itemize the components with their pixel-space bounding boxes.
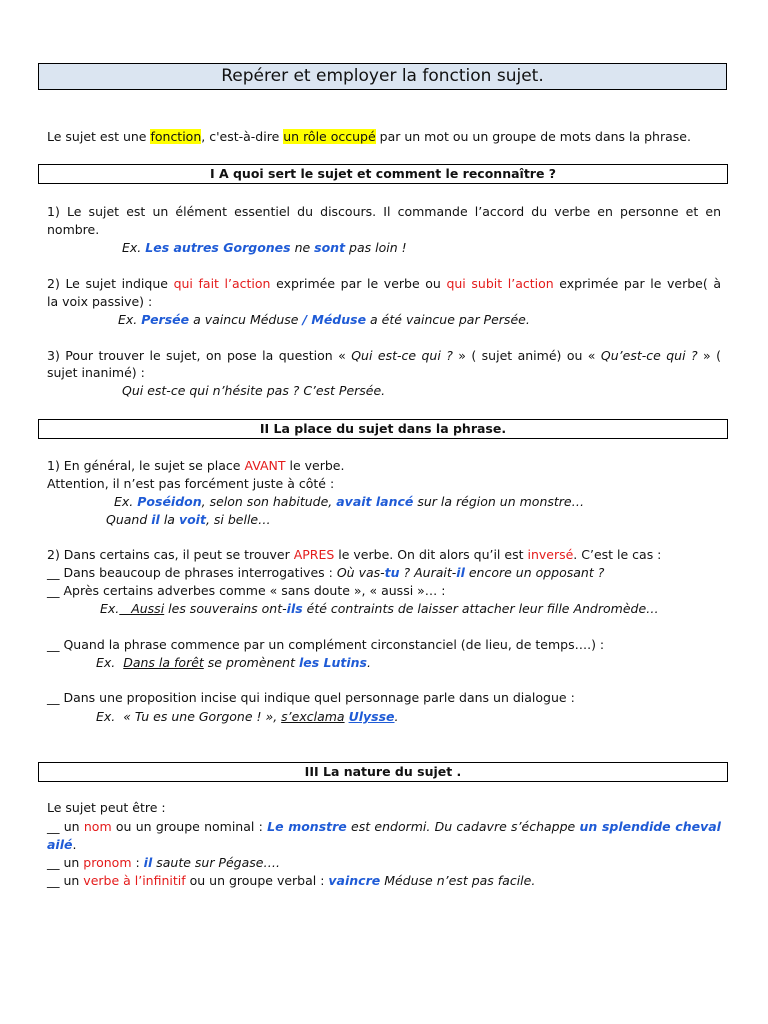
section-2-heading: II La place du sujet dans la phrase. <box>38 419 728 439</box>
s2-line4: __ Dans beaucoup de phrases interrogatives : Où vas-tu ? Aurait-il encore un opposant ? <box>47 565 605 580</box>
s1-example2: Ex. Persée a vaincu Méduse / Méduse a été vaincue par Persée. <box>118 312 530 327</box>
s1-example1: Ex. Les autres Gorgones ne sont pas loin ! <box>122 240 407 255</box>
s2-line5: __ Après certains adverbes comme « sans doute », « aussi »… : <box>47 583 446 598</box>
s2-example3: Ex. Aussi les souverains ont-ils été contraints de laisser attacher leur fille Andromède… <box>100 601 659 616</box>
s1-point3-line1: 3) Pour trouver le sujet, on pose la question « Qui est-ce qui ? » ( sujet animé) ou « Qu’est-ce qui ? » ( <box>47 348 721 363</box>
highlight-fonction: fonction <box>150 129 202 144</box>
section-3-heading: III La nature du sujet . <box>38 762 728 782</box>
s3-line5: __ un verbe à l’infinitif ou un groupe verbal : vaincre Méduse n’est pas facile. <box>47 873 536 888</box>
s1-point1-line2: nombre. <box>47 222 100 237</box>
s2-line2: Attention, il n’est pas forcément juste à côté : <box>47 476 335 491</box>
s2-line1: 1) En général, le sujet se place AVANT le verbe. <box>47 458 345 473</box>
s1-point1-line1: 1) Le sujet est un élément essentiel du discours. Il commande l’accord du verbe en personne et en <box>47 204 721 219</box>
s2-example5: Ex. « Tu es une Gorgone ! », s’exclama Ulysse. <box>96 709 399 724</box>
s2-line3: 2) Dans certains cas, il peut se trouver APRES le verbe. On dit alors qu’il est inversé. C’est le cas : <box>47 547 662 562</box>
page-title: Repérer et employer la fonction sujet. <box>38 63 727 90</box>
intro-paragraph: Le sujet est une fonction, c'est-à-dire un rôle occupé par un mot ou un groupe de mots dans la phrase. <box>47 129 691 144</box>
s3-line2: __ un nom ou un groupe nominal : Le monstre est endormi. Du cadavre s’échappe un splendide cheval <box>47 819 721 834</box>
s3-line1: Le sujet peut être : <box>47 800 166 815</box>
section-1-heading: I A quoi sert le sujet et comment le reconnaître ? <box>38 164 728 184</box>
s2-example4: Ex. Dans la forêt se promènent les Lutins. <box>96 655 371 670</box>
s2-line6: __ Quand la phrase commence par un complément circonstanciel (de lieu, de temps….) : <box>47 637 605 652</box>
s1-point2-line2: la voix passive) : <box>47 294 153 309</box>
s3-line3: ailé. <box>47 837 77 852</box>
s2-line7: __ Dans une proposition incise qui indique quel personnage parle dans un dialogue : <box>47 690 575 705</box>
s1-point3-line2: sujet inanimé) : <box>47 365 145 380</box>
s2-example2: Quand il la voit, si belle… <box>106 512 271 527</box>
highlight-role: un rôle occupé <box>283 129 376 144</box>
s3-line4: __ un pronom : il saute sur Pégase…. <box>47 855 280 870</box>
s1-example3: Qui est-ce qui n’hésite pas ? C’est Persée. <box>122 383 386 398</box>
s2-example1: Ex. Poséidon, selon son habitude, avait lancé sur la région un monstre… <box>114 494 585 509</box>
s1-point2-line1: 2) Le sujet indique qui fait l’action exprimée par le verbe ou qui subit l’action exprimée par le verbe( à <box>47 276 722 291</box>
